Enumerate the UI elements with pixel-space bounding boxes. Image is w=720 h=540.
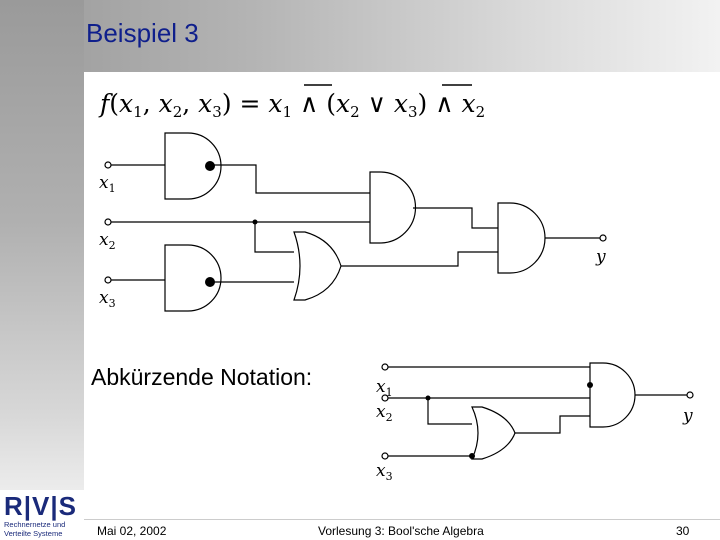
short-label-y: y — [683, 406, 693, 426]
short-negation-dot-1 — [587, 382, 593, 388]
or-gate-1 — [294, 232, 341, 300]
label-x2: $x_2$ — [99, 230, 116, 252]
label-x1: $x_1$ — [99, 173, 116, 195]
footer-page-number: 30 — [676, 524, 690, 538]
junction-dot — [253, 220, 258, 225]
short-or-gate — [472, 407, 515, 459]
negation-bubble-1 — [205, 161, 215, 171]
formula: $f(x_1$, $x_2$, $x_3) = x_1$ ∧ ($x_2$ ∨ $x_3$) ∧ $x_2$ — [100, 89, 486, 121]
short-label-x2: $x_2$ — [376, 402, 393, 424]
notation-label: Abkürzende Notation: — [91, 364, 313, 390]
short-label-x1: $x_1$ — [376, 377, 393, 399]
logo-line-2: Verteilte Systeme — [4, 529, 63, 538]
footer-lecture: Vorlesung 3: Bool'sche Algebra — [318, 524, 484, 538]
short-input-terminal-x3 — [382, 453, 388, 459]
label-y: y — [596, 247, 606, 267]
footer-divider — [84, 519, 720, 520]
input-terminal-x2 — [105, 219, 111, 225]
negation-bubble-2 — [205, 277, 215, 287]
short-and-gate — [590, 363, 635, 427]
wire-gate3-out — [413, 208, 498, 228]
short-output-terminal-y — [687, 392, 693, 398]
input-terminal-x1 — [105, 162, 111, 168]
short-negation-dot-2 — [469, 453, 475, 459]
logo — [0, 490, 84, 540]
short-label-x3: $x_3$ — [376, 461, 393, 483]
output-terminal-y — [600, 235, 606, 241]
logo-line-1: Rechnernetze und — [4, 520, 66, 529]
wire-x2-tap — [255, 222, 294, 252]
wire-or-out — [341, 252, 498, 266]
wire-gate1-out — [210, 165, 370, 193]
label-x3: $x_3$ — [99, 288, 116, 310]
input-terminal-x3 — [105, 277, 111, 283]
and-gate-4 — [498, 203, 545, 273]
short-input-terminal-x1 — [382, 364, 388, 370]
slide-title: Beispiel 3 — [86, 18, 199, 48]
and-gate-3 — [370, 172, 416, 243]
logo-mark: R|V|S — [4, 491, 78, 521]
short-wire-or-out — [515, 416, 590, 433]
short-wire-x2-tap — [428, 398, 472, 424]
footer-date: Mai 02, 2002 — [97, 524, 167, 538]
short-junction-dot — [426, 396, 431, 401]
